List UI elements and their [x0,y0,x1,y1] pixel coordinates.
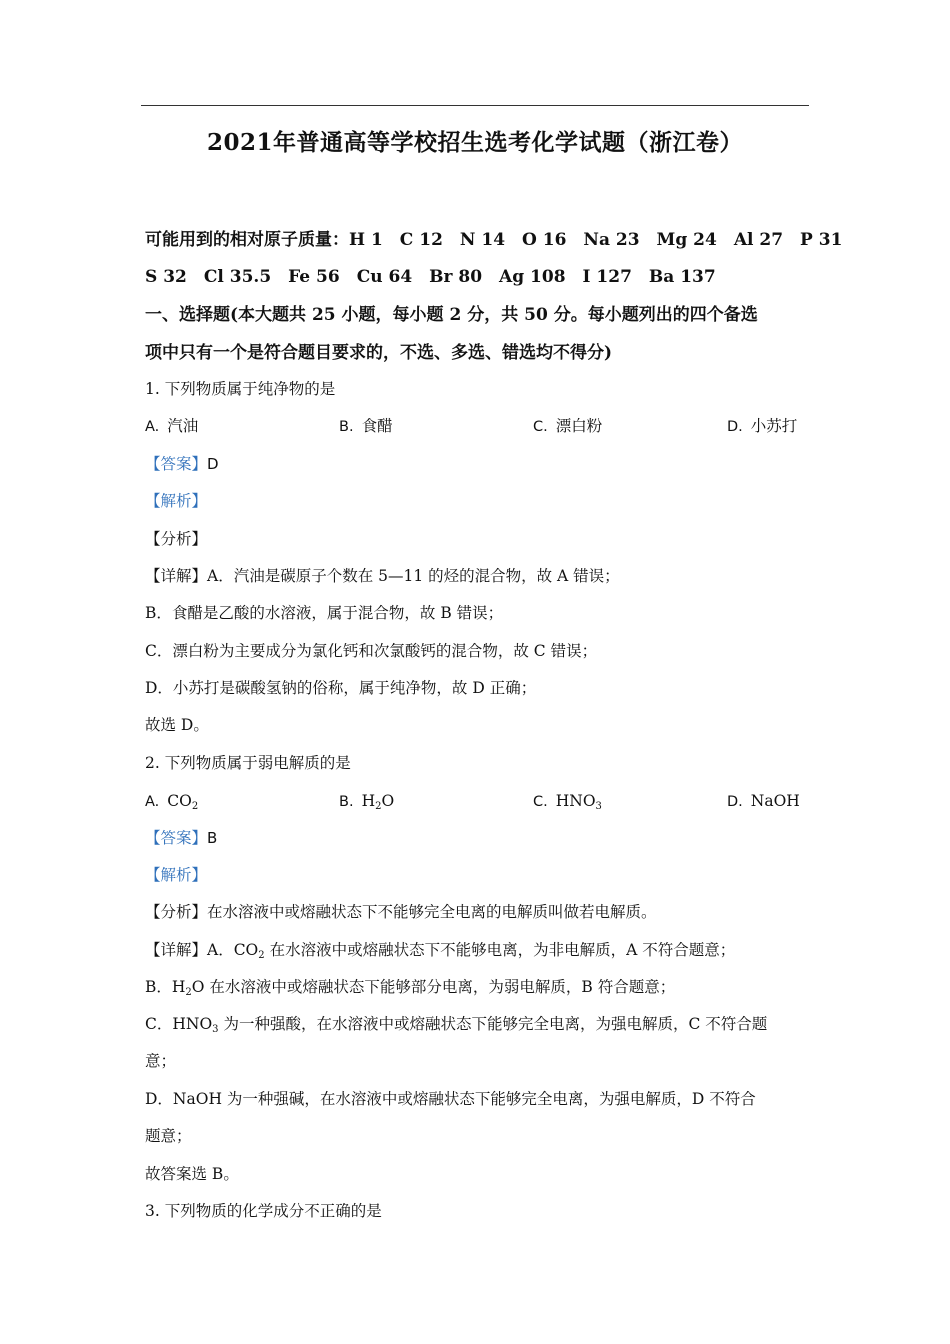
q2-detail-d: D．NaOH 为一种强碱，在水溶液中或熔融状态下能够完全电离，为强电解质，D 不符合 [145,1090,756,1108]
formula-subscript: 2 [258,950,265,961]
q2-answer [145,826,217,850]
q2-analysis-label: 【解析】 [145,866,208,884]
q2-option-d [727,789,800,814]
q3-stem: 3. 下列物质的化学成分不正确的是 [145,1202,382,1220]
answer-value: D [207,455,219,473]
detail-text: 【详解】A．CO [145,941,259,959]
option-letter: A. [145,794,160,810]
option-letter: A. [145,419,160,435]
answer-value: B [207,829,218,847]
q1-detail-d: D．小苏打是碳酸氢钠的俗称，属于纯净物，故 D 正确； [145,679,537,697]
header-rule [141,105,809,106]
formula-subscript: 3 [595,801,602,812]
q1-option-d [727,414,797,439]
q2-detail-c [145,1012,767,1042]
q2-detail-b [145,975,675,1005]
page-title: 2021年普通高等学校招生选考化学试题（浙江卷） [206,129,743,156]
q2-option-b [339,789,394,819]
formula: H [361,792,376,810]
q1-detail-a: 【详解】A．汽油是碳原子个数在 5—11 的烃的混合物，故 A 错误； [145,567,620,585]
q1-option-a [145,414,198,439]
option-text: 汽油 [167,417,199,435]
q2-detail-d-cont: 题意； [145,1127,192,1145]
detail-text: C．HNO [145,1015,213,1033]
answer-label: 【答案】 [145,829,208,847]
q2-detail-c-cont: 意； [145,1052,177,1070]
q2-fenxi: 【分析】在水溶液中或熔融状态下不能够完全电离的电解质叫做若电解质。 [145,903,657,921]
q1-stem [145,377,335,401]
formula-tail: O [381,792,395,810]
detail-text: B．H [145,978,186,996]
q2-stem [145,751,351,775]
detail-text: 在水溶液中或熔融状态下不能够电离，为非电解质，A 不符合题意； [264,941,736,959]
option-text: 小苏打 [750,417,798,435]
answer-label: 【答案】 [145,455,208,473]
option-text: 食醋 [361,417,393,435]
option-letter: B. [339,419,354,435]
option-letter: D. [727,419,743,435]
q1-detail-c: C．漂白粉为主要成分为氯化钙和次氯酸钙的混合物，故 C 错误； [145,642,598,660]
formula-subscript: 3 [212,1024,219,1035]
q1-detail-b: B．食醋是乙酸的水溶液，属于混合物，故 B 错误； [145,604,504,622]
formula-subscript: 2 [191,801,199,812]
q2-option-a [145,789,198,819]
q1-answer [145,452,219,476]
q2-conclusion: 故答案选 B。 [145,1165,239,1183]
formula-subscript: 2 [375,801,382,812]
option-letter: D. [727,794,743,810]
section-heading-line-2: 项中只有一个是符合题目要求的，不选、多选、错选均不得分) [145,343,613,363]
option-letter: C. [533,419,548,435]
option-letter: C. [533,794,548,810]
q1-conclusion: 故选 D。 [145,716,209,734]
atomic-masses-line-2: S 32 Cl 35.5 Fe 56 Cu 64 Br 80 Ag 108 I 127 Ba 137 [145,267,716,287]
atomic-masses-line-1: 可能用到的相对原子质量：H 1 C 12 N 14 O 16 Na 23 Mg 24 Al 27 P 31 [145,230,843,250]
formula: HNO [555,792,596,810]
detail-text: O 在水溶液中或熔融状态下能够部分电离，为弱电解质，B 符合题意； [191,978,676,996]
formula: NaOH [750,792,800,810]
q1-analysis-label: 【解析】 [145,492,208,510]
section-heading-line-1: 一、选择题(本大题共 25 小题，每小题 2 分，共 50 分。每小题列出的四个备选 [145,305,758,325]
q2-detail-a [145,938,735,968]
q1-option-b [339,414,393,439]
formula-subscript: 2 [185,987,192,998]
option-letter: B. [339,794,354,810]
q2-stem-text: 2. 下列物质属于弱电解质的是 [145,754,351,772]
q1-fenxi: 【分析】 [145,530,208,548]
option-text: 漂白粉 [555,417,603,435]
formula: CO [167,792,192,810]
q1-stem-text: 1. 下列物质属于纯净物的是 [145,380,336,398]
detail-text: 为一种强酸，在水溶液中或熔融状态下能够完全电离，为强电解质，C 不符合题 [218,1015,768,1033]
q1-option-c [533,414,602,439]
q2-option-c [533,789,602,819]
